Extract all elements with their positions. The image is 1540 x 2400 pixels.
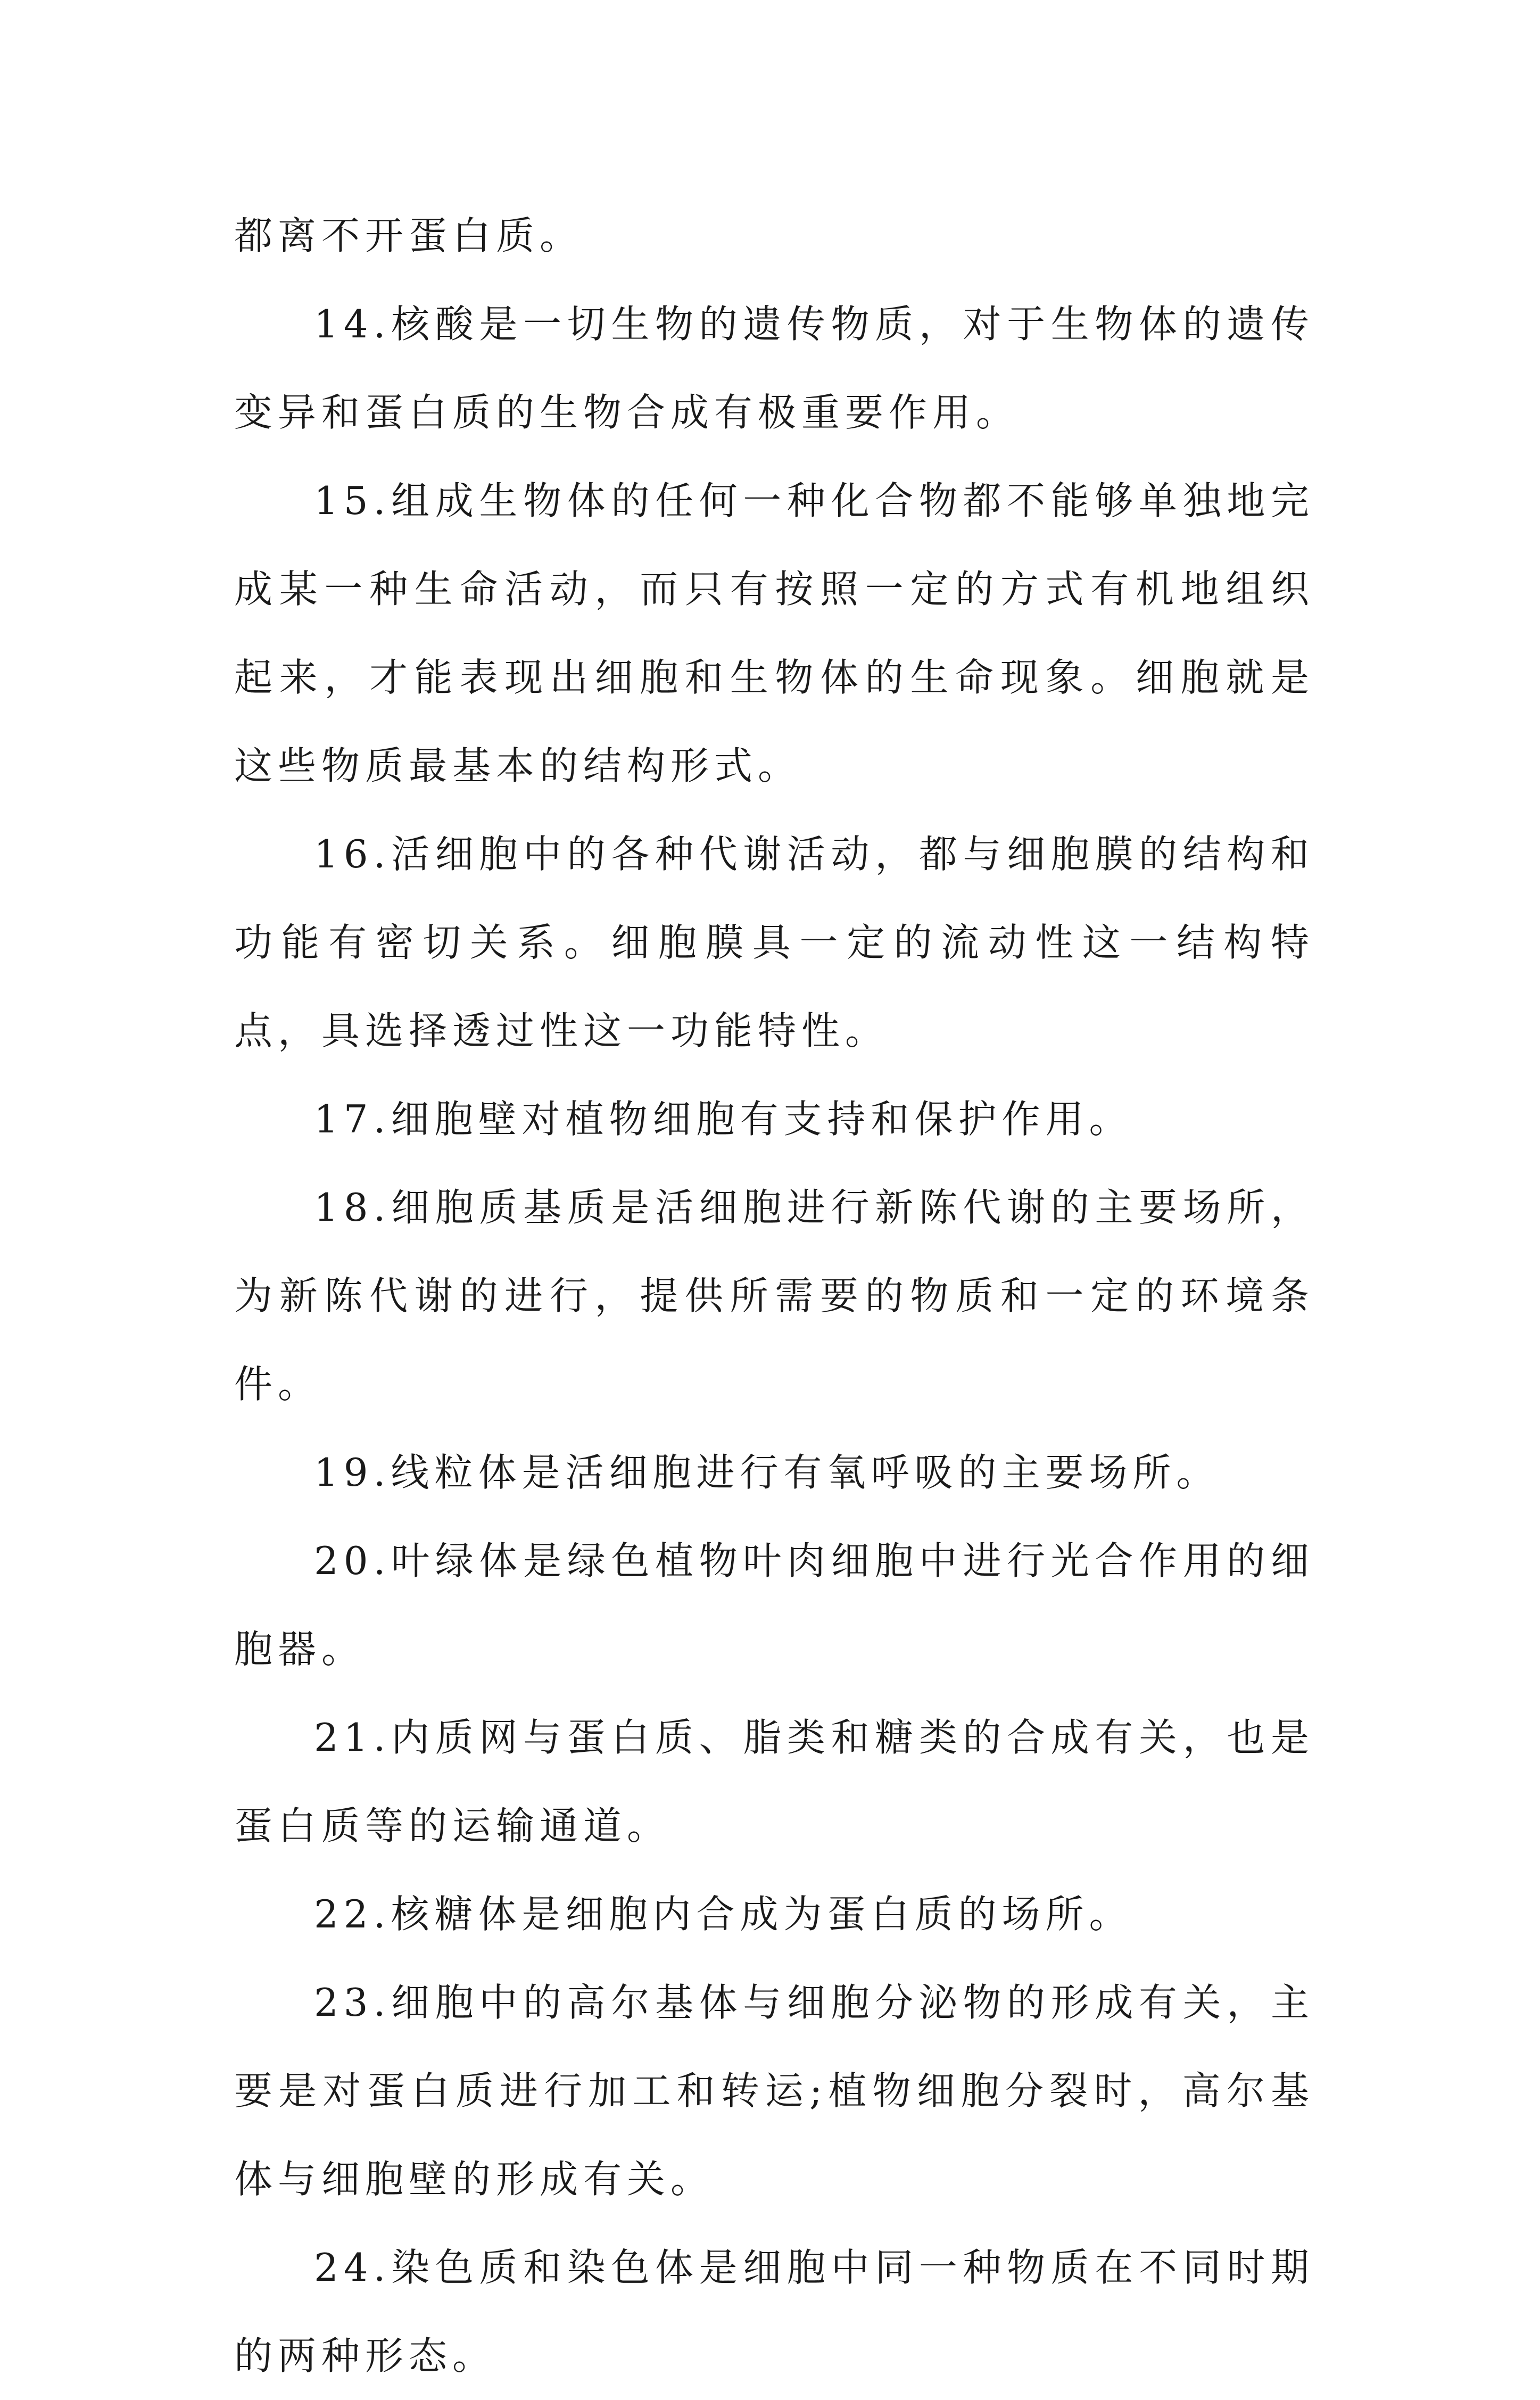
paragraph-item-17: 17.细胞壁对植物细胞有支持和保护作用。 xyxy=(314,1097,1133,1141)
paragraph-item-18: 18.细胞质基质是活细胞进行新陈代谢的主要场所，为新陈代谢的进行，提供所需要的物质和一定的环境条件。 xyxy=(234,1185,1314,1406)
paragraph-continuation: 都离不开蛋白质。 xyxy=(234,213,584,258)
document-body xyxy=(234,192,1314,2400)
paragraph-item-24: 24.染色质和染色体是细胞中同一种物质在不同时期的两种形态。 xyxy=(234,2245,1314,2378)
paragraph-item-21: 21.内质网与蛋白质、脂类和糖类的合成有关，也是蛋白质等的运输通道。 xyxy=(234,1715,1314,1848)
paragraph-item-15: 15.组成生物体的任何一种化合物都不能够单独地完成某一种生命活动，而只有按照一定的方式有机地组织起来，才能表现出细胞和生物体的生命现象。细胞就是这些物质最基本的结构形式。 xyxy=(234,478,1314,788)
paragraph-item-22: 22.核糖体是细胞内合成为蛋白质的场所。 xyxy=(314,1892,1133,1936)
paragraph-item-16: 16.活细胞中的各种代谢活动，都与细胞膜的结构和功能有密切关系。细胞膜具一定的流动性这一结构特点，具选择透过性这一功能特性。 xyxy=(234,832,1314,1053)
paragraph-item-19: 19.线粒体是活细胞进行有氧呼吸的主要场所。 xyxy=(314,1450,1220,1495)
paragraph-item-23: 23.细胞中的高尔基体与细胞分泌物的形成有关，主要是对蛋白质进行加工和转运;植物细胞分裂时，高尔基体与细胞壁的形成有关。 xyxy=(234,1980,1314,2202)
paragraph-item-14: 14.核酸是一切生物的遗传物质，对于生物体的遗传变异和蛋白质的生物合成有极重要作用。 xyxy=(234,302,1314,435)
paragraph-item-20: 20.叶绿体是绿色植物叶肉细胞中进行光合作用的细胞器。 xyxy=(234,1538,1314,1671)
